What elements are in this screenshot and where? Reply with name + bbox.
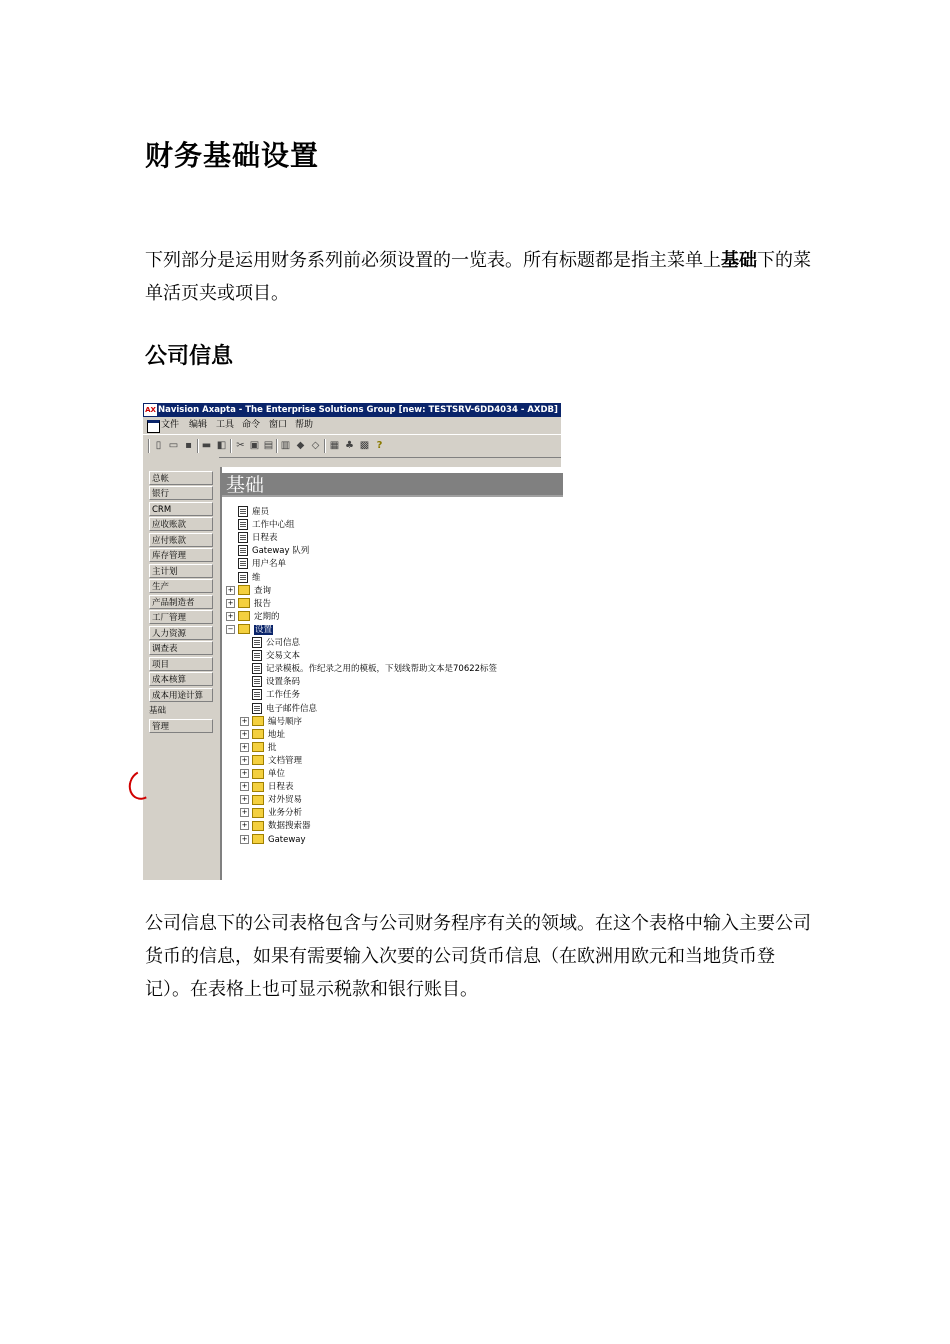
nav-bank[interactable]: 银行 xyxy=(149,486,213,500)
nav-cost-usage[interactable]: 成本用途计算 xyxy=(149,688,213,702)
tree-item[interactable] xyxy=(226,572,261,584)
tree-item[interactable] xyxy=(226,519,295,531)
tree-item-label: 单位 xyxy=(268,769,286,779)
properties-icon[interactable]: ▦ xyxy=(329,440,340,451)
menu-item-icon xyxy=(252,650,262,661)
tree-item[interactable] xyxy=(240,663,497,675)
tree-item[interactable] xyxy=(226,624,273,636)
tree-item[interactable] xyxy=(240,637,300,649)
collapse-icon[interactable]: − xyxy=(227,624,234,633)
tree-item-label: 日程表 xyxy=(252,533,278,544)
save-icon[interactable]: ▪ xyxy=(185,440,192,451)
intro-text-2: 下的菜单活页夹或项目。 xyxy=(145,250,811,304)
menu-item-icon xyxy=(238,506,248,517)
menu-help[interactable]: 帮助 xyxy=(295,420,314,430)
expand-icon[interactable]: + xyxy=(241,808,248,817)
folder-icon xyxy=(252,716,264,726)
menu-item-icon xyxy=(252,637,262,648)
nav-basic[interactable]: 基础 xyxy=(149,706,167,716)
folder-icon xyxy=(252,834,264,844)
intro-paragraph xyxy=(145,244,815,310)
info-icon[interactable]: ▩ xyxy=(359,440,370,451)
toolbar-separator xyxy=(230,439,232,453)
nav-master-planning[interactable]: 主计划 xyxy=(149,564,213,578)
tree-item-label: 维 xyxy=(252,572,261,583)
tree-item[interactable] xyxy=(240,703,317,715)
expand-icon[interactable]: + xyxy=(227,585,234,594)
tree-item-label: 设置 xyxy=(255,624,273,635)
tree-item-label: 用户名单 xyxy=(252,559,287,570)
nav-accounts-receivable[interactable]: 应收账款 xyxy=(149,517,213,531)
folder-icon xyxy=(252,755,264,765)
nav-general-ledger[interactable]: 总帐 xyxy=(149,471,213,485)
expand-icon[interactable]: + xyxy=(241,782,248,791)
folder-icon xyxy=(252,795,264,805)
cut-icon[interactable]: ✂ xyxy=(236,440,245,451)
tree-item[interactable] xyxy=(240,768,285,780)
paste-icon[interactable]: ▤ xyxy=(263,440,274,451)
open-icon[interactable]: ▭ xyxy=(168,440,179,451)
window-title: Navision Axapta - The Enterprise Solutions Group [new: TESTSRV-6DD4034 - AXDB] - [主菜单 - d xyxy=(158,405,613,415)
menu-item-icon xyxy=(252,676,262,687)
tree-item-label: 记录模板。作纪录之用的模板，下划线帮助文本是70622标签 xyxy=(266,664,498,675)
expand-icon[interactable]: + xyxy=(241,795,248,804)
tree-item-label: 业务分析 xyxy=(268,808,303,819)
document-icon[interactable] xyxy=(147,420,160,433)
tree-item-label: 日程表 xyxy=(268,782,294,793)
tree-item[interactable] xyxy=(240,834,306,846)
menu-item-icon xyxy=(238,558,248,569)
tree-item-label: 公司信息 xyxy=(266,638,301,648)
tree-item[interactable] xyxy=(226,598,271,610)
menu-bar xyxy=(143,417,561,433)
nav-cost-accounting[interactable]: 成本核算 xyxy=(149,672,213,686)
window-titlebar xyxy=(143,403,613,417)
tree-item-label: Gateway 队列 xyxy=(252,546,310,557)
toolbar-separator xyxy=(197,439,199,453)
tree-item-label: Gateway xyxy=(268,834,306,845)
menu-item-icon xyxy=(238,532,248,543)
tree-item[interactable] xyxy=(226,506,269,518)
nav-questionnaire[interactable]: 调查表 xyxy=(149,641,213,655)
menu-item-icon xyxy=(238,545,248,556)
expand-icon[interactable]: + xyxy=(241,834,248,843)
menu-item-icon xyxy=(252,703,262,714)
folder-icon xyxy=(238,585,250,595)
menu-window[interactable]: 窗口 xyxy=(269,420,288,430)
section-title: 公司信息 xyxy=(145,344,234,369)
menu-item-icon xyxy=(238,519,248,530)
tree-item[interactable] xyxy=(226,558,286,570)
folder-icon xyxy=(238,598,250,608)
folder-icon xyxy=(238,611,250,621)
nav-product-builder[interactable]: 产品制造者 xyxy=(149,595,213,609)
tree-item-label: 定期的 xyxy=(254,611,280,622)
tree-item-label: 雇员 xyxy=(252,507,270,517)
tree-item-label: 数据搜索器 xyxy=(268,821,311,832)
navigation-pane xyxy=(143,457,219,880)
folder-icon xyxy=(252,769,264,779)
expand-icon[interactable]: + xyxy=(241,729,248,738)
menu-item-icon xyxy=(252,663,262,674)
expand-icon[interactable]: + xyxy=(241,769,248,777)
tree-item-label: 交易文本 xyxy=(266,651,301,662)
tree-item[interactable] xyxy=(240,676,300,688)
menu-tools[interactable]: 工具 xyxy=(216,420,235,430)
tree-item[interactable] xyxy=(240,742,277,754)
tree-item-label: 批 xyxy=(268,742,277,753)
tree-item-label: 工作中心组 xyxy=(252,520,295,531)
find-next-icon[interactable]: ◇ xyxy=(311,440,320,451)
tree-item-label: 报告 xyxy=(254,598,272,609)
folder-icon xyxy=(252,782,264,792)
menu-edit[interactable]: 编辑 xyxy=(189,420,208,430)
axapta-screenshot xyxy=(143,403,613,880)
nav-shop-floor[interactable]: 工厂管理 xyxy=(149,610,213,624)
tree-item-label: 查询 xyxy=(254,585,272,596)
tree-item[interactable] xyxy=(240,716,302,728)
tree-item[interactable] xyxy=(240,689,300,701)
folder-icon xyxy=(252,729,264,739)
tree-item-label: 设置条码 xyxy=(266,677,301,688)
menu-item-icon xyxy=(252,689,262,700)
expand-icon[interactable]: + xyxy=(241,821,248,830)
menu-file[interactable]: 文件 xyxy=(161,420,180,430)
tree-item-label: 电子邮件信息 xyxy=(266,703,318,714)
toolbar-separator xyxy=(276,439,278,453)
nav-crm[interactable]: CRM xyxy=(149,502,213,516)
tree-item-label: 工作任务 xyxy=(266,690,301,701)
folder-icon xyxy=(252,742,264,752)
tree-item[interactable] xyxy=(226,532,278,544)
menu-item-icon xyxy=(238,572,248,583)
expand-icon[interactable]: + xyxy=(227,611,234,620)
tree-item-label: 地址 xyxy=(268,729,286,740)
new-icon[interactable]: ▯ xyxy=(155,440,162,451)
tree-item[interactable] xyxy=(240,650,300,662)
expand-icon[interactable]: + xyxy=(241,755,248,764)
tree-item[interactable] xyxy=(240,729,285,741)
copy-icon[interactable]: ▣ xyxy=(249,440,260,451)
users-icon[interactable]: ♣ xyxy=(345,440,354,451)
document-title: 财务基础设置 xyxy=(145,139,320,172)
tree-item[interactable] xyxy=(226,545,309,557)
folder-icon xyxy=(238,624,250,634)
find-icon[interactable]: ◆ xyxy=(296,440,305,451)
nav-production[interactable]: 生产 xyxy=(149,579,213,593)
nav-inventory[interactable]: 库存管理 xyxy=(149,548,213,562)
nav-accounts-payable[interactable]: 应付账款 xyxy=(149,533,213,547)
company-info-paragraph: 公司信息下的公司表格包含与公司财务程序有关的领域。在这个表格中输入主要公司货币的信息，如果有需要输入次要的公司货币信息（在欧洲用欧元和当地货币登记）。在表格上也可显示税款和银行账目。 xyxy=(145,913,811,1000)
tree-item[interactable] xyxy=(240,794,302,806)
expand-icon[interactable]: + xyxy=(227,598,234,607)
tree-item-label: 编号顺序 xyxy=(268,716,303,727)
pane-header: 基础 xyxy=(222,473,563,497)
toolbar-separator xyxy=(148,439,150,453)
annotation-circle xyxy=(125,766,160,803)
help-icon[interactable]: ? xyxy=(376,440,383,451)
intro-text-1: 下列部分是运用财务系列前必须设置的一览表。所有标题都是指主菜单上 xyxy=(145,250,721,271)
tree-item-label: 对外贸易 xyxy=(268,795,303,806)
tree-item[interactable] xyxy=(240,781,294,793)
content-pane xyxy=(220,467,563,880)
toolbar-separator xyxy=(324,439,326,453)
app-logo: AX xyxy=(145,406,156,414)
folder-icon xyxy=(252,821,264,831)
filter-icon[interactable]: ▥ xyxy=(280,440,291,451)
tree-item[interactable] xyxy=(240,807,302,819)
tree-item[interactable] xyxy=(226,585,271,597)
menu-command[interactable]: 命令 xyxy=(242,420,261,430)
print-icon[interactable]: ▬ xyxy=(201,440,212,451)
nav-administration[interactable]: 管理 xyxy=(149,719,213,733)
intro-bold-term: 基础 xyxy=(721,250,757,271)
print-preview-icon[interactable]: ◧ xyxy=(216,440,227,451)
tree-item-label: 文档管理 xyxy=(268,755,303,766)
toolbar xyxy=(143,434,561,458)
tree-item[interactable] xyxy=(240,820,311,832)
folder-icon xyxy=(252,808,264,818)
expand-icon[interactable]: + xyxy=(241,716,248,725)
tree-item[interactable] xyxy=(240,755,302,767)
expand-icon[interactable]: + xyxy=(241,742,248,751)
nav-projects[interactable]: 项目 xyxy=(149,657,213,671)
nav-human-resources[interactable]: 人力资源 xyxy=(149,626,213,640)
tree-item[interactable] xyxy=(226,611,280,623)
